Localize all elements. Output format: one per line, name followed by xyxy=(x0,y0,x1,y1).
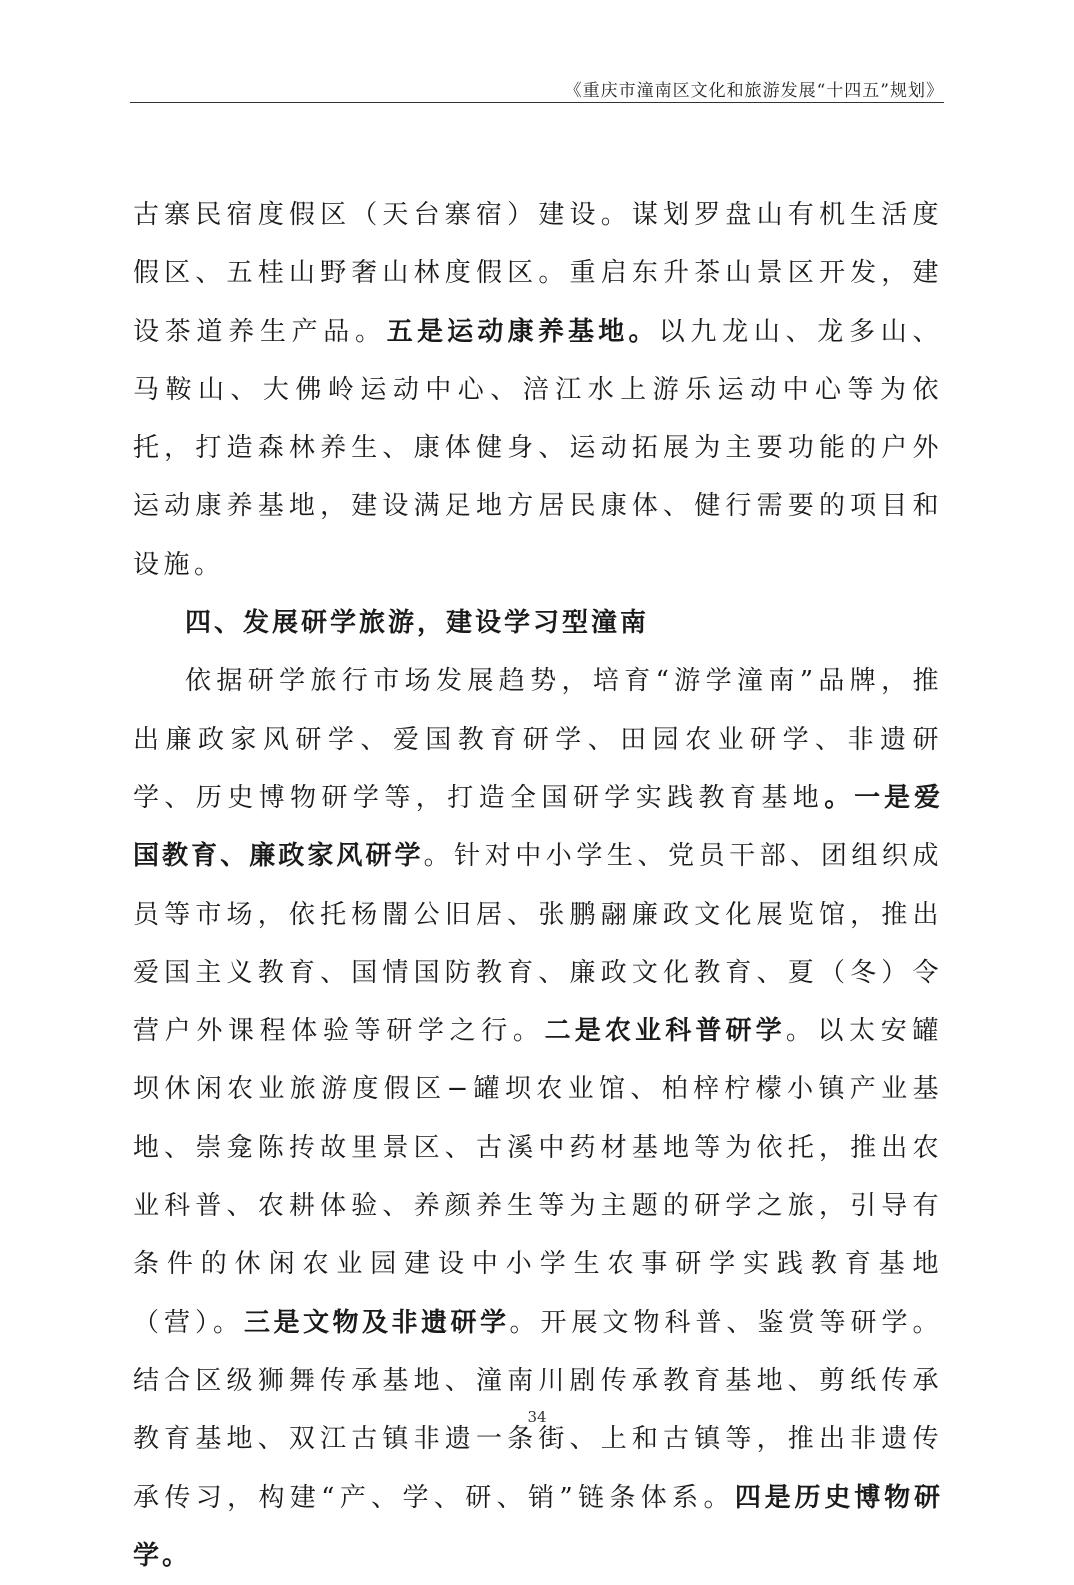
paragraph-text: 。以太安罐坝休闲农业旅游度假区−罐坝农业馆、柏梓柠檬小镇产业基地、崇龛陈抟故里景区、古溪中药材基地等为依托，推出农业科普、农耕体验、养颜养生等为主题的研学之旅，引导有条件的休闲农业园建设中小学生农事研学实践教育基地（营）。 xyxy=(133,1016,943,1338)
page-number: 34 xyxy=(527,1408,547,1426)
paragraph-text: 依据研学旅行市场发展趋势，培育“游学潼南”品牌，推出廉政家风研学、爱国教育研学、田园农业研学、非遗研学、历史博物研学等，打造全国研学实践教育基地 xyxy=(133,666,943,813)
paragraph-text: 。针对中小学生、党员干部、团组织成员等市场，依托杨闇公旧居、张鹏翮廉政文化展览馆，推出爱国主义教育、国情国防教育、廉政文化教育、夏（冬）令营户外课程体验等研学之行。 xyxy=(133,841,943,1047)
bold-phrase: 。一是爱国教育、廉政家风研学 xyxy=(133,782,943,872)
paragraph-text: 。开展文物科普、鉴赏等研学。结合区级狮舞传承基地、潼南川剧传承教育基地、剪纸传承教育基地、双江古镇非遗一条街、上和古镇等，推出非遗传承传习，构建“产、学、研、销”链条体系。 xyxy=(133,1307,943,1513)
bold-phrase: 三是文物及非遗研学 xyxy=(244,1307,510,1338)
bold-phrase: 二是农业科普研学 xyxy=(544,1016,786,1047)
bold-phrase: 五是运动康养基地。 xyxy=(386,316,659,347)
paragraph-text: 以九龙山、龙多山、马鞍山、大佛岭运动中心、涪江水上游乐运动中心等为依托，打造森林养生、康体健身、运动拓展为主要功能的户外运动康养基地，建设满足地方居民康体、健行需要的项目和设施。 xyxy=(133,316,943,580)
bold-phrase: 四是历史博物研学。 xyxy=(133,1482,943,1571)
paragraph-study-tourism xyxy=(133,652,943,1585)
paragraph-text: 古寨民宿度假区（天台寨宿）建设。谋划罗盘山有机生活度假区、五桂山野奢山林度假区。重启东升茶山景区开发，建设茶道养生产品。 xyxy=(133,200,943,347)
section-heading: 四、发展研学旅游，建设学习型潼南 xyxy=(185,608,650,639)
page-header-title: 《重庆市潼南区文化和旅游发展“十四五”规划》 xyxy=(564,81,944,101)
paragraph-resorts xyxy=(133,186,943,594)
header-rule xyxy=(130,102,944,103)
document-body xyxy=(133,186,943,1585)
